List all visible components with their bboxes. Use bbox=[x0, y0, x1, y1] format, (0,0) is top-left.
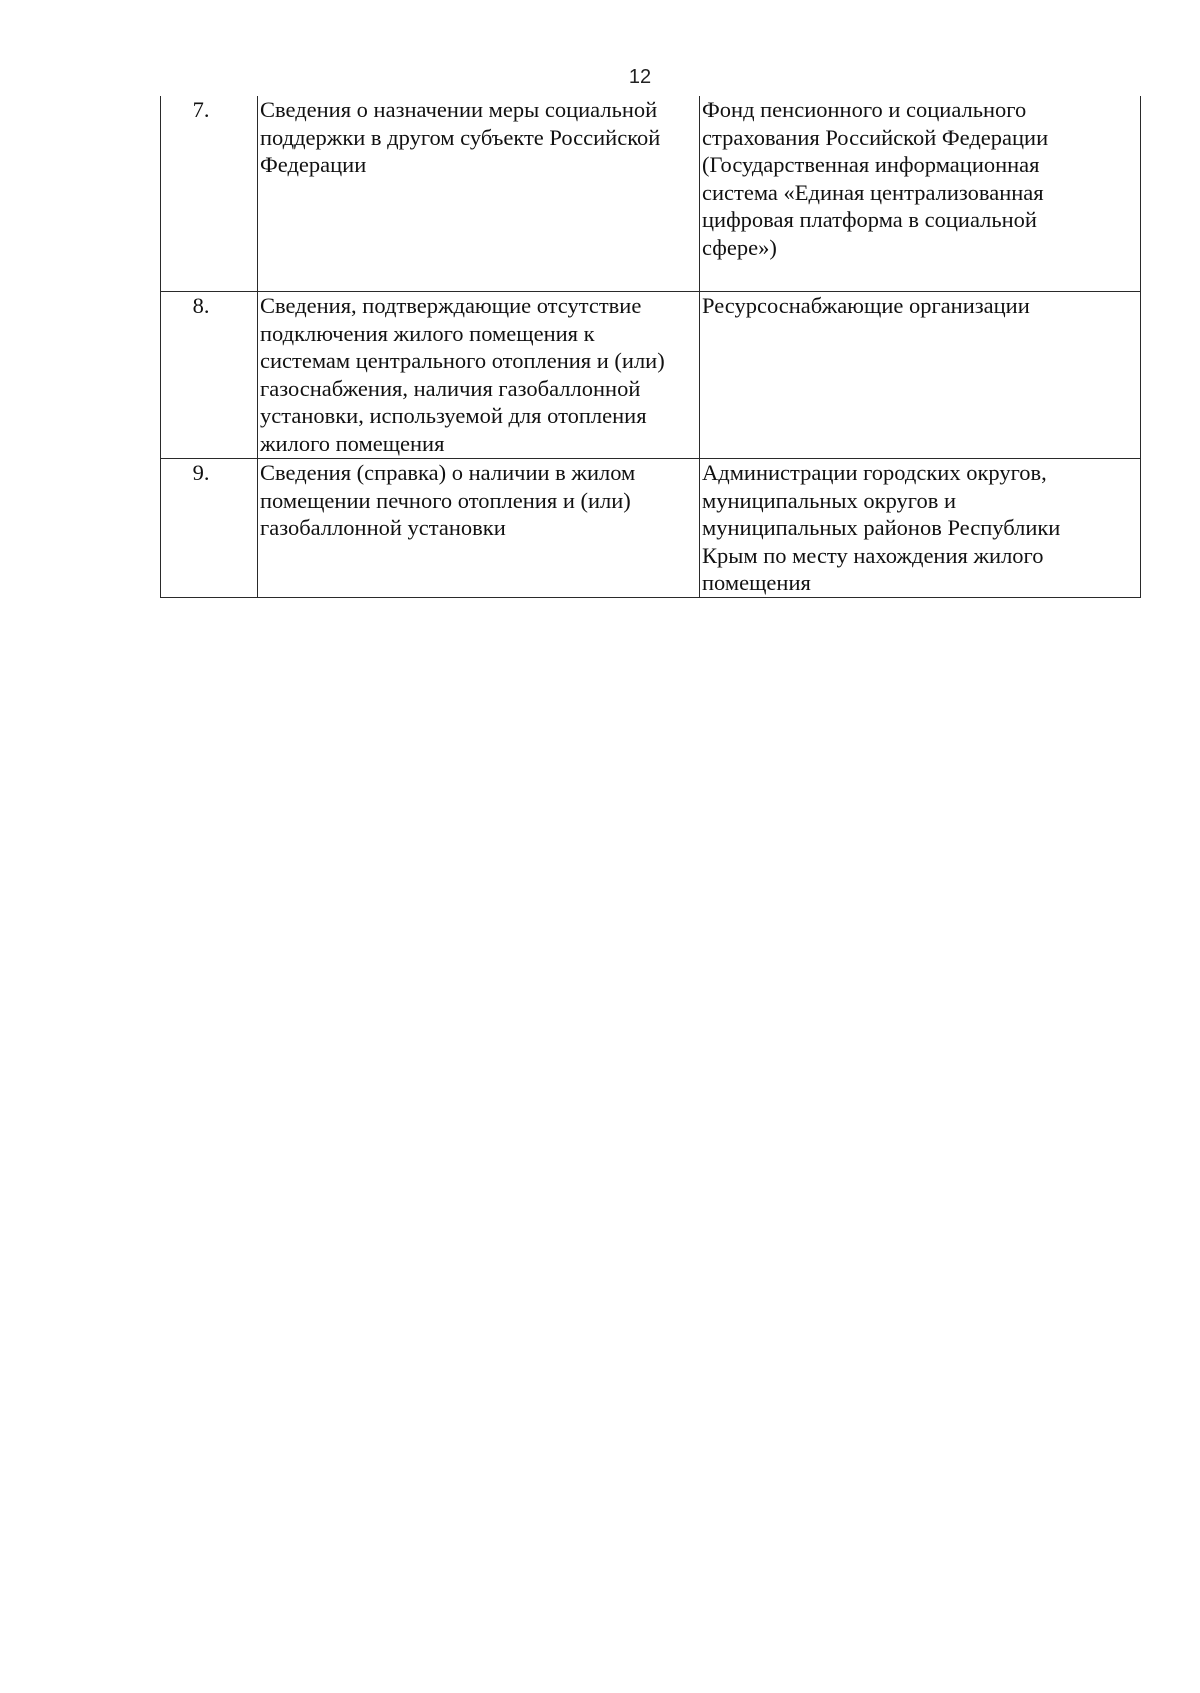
info-cell bbox=[258, 96, 700, 292]
info-text: Сведения (справка) о наличии в жилом помещении печного отопления и (или) газобаллонной установки bbox=[260, 460, 636, 540]
table-row bbox=[161, 459, 1141, 598]
source-cell bbox=[700, 96, 1141, 292]
source-text: Фонд пенсионного и социального страхования Российской Федерации (Государственная информационная система «Единая централизованная цифровая платформа в социальной сфере») bbox=[702, 97, 1049, 260]
page-number: 12 bbox=[628, 66, 652, 88]
row-number-cell bbox=[161, 459, 258, 598]
table-row bbox=[161, 96, 1141, 292]
source-cell bbox=[700, 459, 1141, 598]
info-text: Сведения, подтверждающие отсутствие подключения жилого помещения к системам центрального отопления и (или) газоснабжения, наличия газобаллонной установки, используемой для отопления жилого помещения bbox=[260, 293, 665, 456]
row-number: 8. bbox=[192, 293, 210, 318]
table-row bbox=[161, 292, 1141, 459]
row-number: 9. bbox=[192, 460, 210, 485]
source-cell bbox=[700, 292, 1141, 459]
row-number-cell bbox=[161, 292, 258, 459]
row-number-cell bbox=[161, 96, 258, 292]
info-cell bbox=[258, 459, 700, 598]
info-cell bbox=[258, 292, 700, 459]
source-text: Ресурсоснабжающие организации bbox=[702, 293, 1030, 318]
row-number: 7. bbox=[192, 97, 210, 122]
info-text: Сведения о назначении меры социальной поддержки в другом субъекте Российской Федерации bbox=[260, 97, 661, 177]
document-table bbox=[160, 96, 1141, 598]
source-text: Администрации городских округов, муниципальных округов и муниципальных районов Республики Крым по месту нахождения жилого помещения bbox=[702, 460, 1061, 595]
